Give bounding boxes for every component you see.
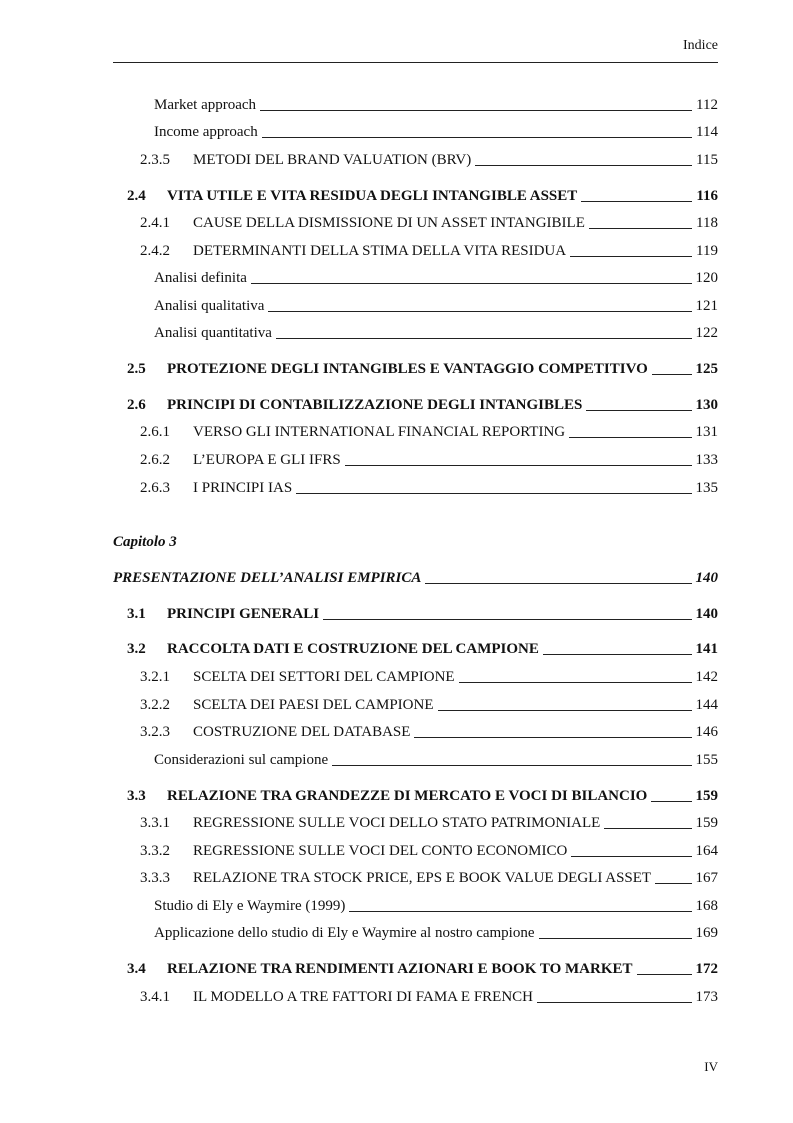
toc-entry-title: Analisi qualitativa (154, 298, 265, 314)
toc-entry-page: 120 (695, 270, 718, 286)
toc-leader-line (604, 828, 691, 829)
toc-entry-title: Income approach (154, 124, 258, 140)
toc-entry-page: 121 (695, 298, 718, 314)
toc-leader-line (581, 201, 692, 202)
toc-entry-number: 2.6.1 (140, 424, 170, 440)
toc-entry (127, 958, 718, 978)
toc-entry-title: VERSO GLI INTERNATIONAL FINANCIAL REPORTING (193, 424, 566, 440)
toc-entry-page: 130 (695, 397, 718, 413)
toc-entry-number: 3.4.1 (140, 989, 170, 1005)
toc-entry (154, 295, 718, 315)
toc-leader-line (260, 110, 692, 111)
toc-entry-number: 2.5 (127, 361, 146, 377)
toc-entry-number: 3.2.1 (140, 669, 170, 685)
toc-entry (140, 840, 718, 860)
toc-leader-line (296, 493, 691, 494)
toc-entry-page: 114 (696, 124, 718, 140)
toc-entry-title: COSTRUZIONE DEL DATABASE (193, 724, 411, 740)
toc-entry-page: 167 (695, 870, 718, 886)
toc-leader-line (349, 911, 691, 912)
toc-entry-page: 159 (695, 815, 718, 831)
toc-leader-line (637, 974, 692, 975)
toc-entry-page: 164 (695, 843, 718, 859)
toc-entry-title: DETERMINANTI DELLA STIMA DELLA VITA RESIDUA (193, 243, 567, 259)
toc-entry-number: 3.3.3 (140, 870, 170, 886)
toc-entry-page: 140 (695, 570, 718, 586)
toc-leader-line (414, 737, 691, 738)
toc-entry-title: REGRESSIONE SULLE VOCI DEL CONTO ECONOMICO (193, 843, 568, 859)
toc-entry-page: 141 (695, 641, 718, 657)
toc-entry-number: 2.6.2 (140, 452, 170, 468)
toc-leader-line (537, 1002, 691, 1003)
toc-entry-title: Studio di Ely e Waymire (1999) (154, 898, 346, 914)
toc-leader-line (586, 410, 691, 411)
toc-leader-line (652, 374, 692, 375)
toc-entry (127, 358, 718, 378)
toc-entry-page: 122 (695, 325, 718, 341)
toc-entry-page: 131 (695, 424, 718, 440)
toc-leader-line (539, 938, 692, 939)
toc-entry-title: I PRINCIPI IAS (193, 480, 293, 496)
toc-entry-title: RELAZIONE TRA STOCK PRICE, EPS E BOOK VALUE DEGLI ASSET (193, 870, 652, 886)
toc-entry-page: 169 (695, 925, 718, 941)
toc-entry-page: 112 (696, 97, 718, 113)
toc-entry-title: RELAZIONE TRA RENDIMENTI AZIONARI E BOOK TO MARKET (167, 961, 633, 977)
toc-entry-number: 3.3.1 (140, 815, 170, 831)
toc-entry-page: 159 (695, 788, 718, 804)
toc-entry-number: 2.3.5 (140, 152, 170, 168)
toc-entry (127, 785, 718, 805)
toc-entry-number: 2.4 (127, 188, 146, 204)
toc-entry (140, 986, 718, 1006)
toc-entry-number: 3.2.3 (140, 724, 170, 740)
running-header-title: Indice (683, 38, 718, 53)
toc-entry-title: SCELTA DEI SETTORI DEL CAMPIONE (193, 669, 455, 685)
toc-entry (127, 638, 718, 658)
toc-entry-title: REGRESSIONE SULLE VOCI DELLO STATO PATRIMONIALE (193, 815, 601, 831)
toc-entry-page: 115 (696, 152, 718, 168)
toc-leader-line (323, 619, 691, 620)
toc-entry-page: 133 (695, 452, 718, 468)
toc-leader-line (425, 583, 691, 584)
toc-entry (154, 749, 718, 769)
toc-entry-page: 118 (696, 215, 718, 231)
toc-entry-title: PRINCIPI DI CONTABILIZZAZIONE DEGLI INTANGIBLES (167, 397, 583, 413)
toc-leader-line (475, 165, 692, 166)
toc-leader-line (438, 710, 692, 711)
toc-entry-page: 172 (695, 961, 718, 977)
toc-entry-number: 2.4.2 (140, 243, 170, 259)
toc-entry-number: 3.2.2 (140, 697, 170, 713)
toc-leader-line (570, 256, 692, 257)
toc-entry (140, 666, 718, 686)
toc-entry-number: 3.1 (127, 606, 146, 622)
toc-entry-page: 173 (695, 989, 718, 1005)
toc-leader-line (268, 311, 691, 312)
toc-entry (140, 449, 718, 469)
toc-entry-number: 3.4 (127, 961, 146, 977)
toc-leader-line (332, 765, 691, 766)
toc-entry (127, 185, 718, 205)
toc-entry (140, 240, 718, 260)
toc-leader-line (571, 856, 691, 857)
toc-entry (140, 477, 718, 497)
toc-leader-line (543, 654, 692, 655)
toc-entry (113, 567, 718, 587)
toc-entry-page: 142 (695, 669, 718, 685)
toc-entry-title: METODI DEL BRAND VALUATION (BRV) (193, 152, 472, 168)
toc-entry-title: RELAZIONE TRA GRANDEZZE DI MERCATO E VOCI DI BILANCIO (167, 788, 648, 804)
toc-entry-page: 144 (695, 697, 718, 713)
toc-entry (140, 212, 718, 232)
toc-entry-page: 119 (696, 243, 718, 259)
toc-entry-page: 168 (695, 898, 718, 914)
toc-entry-number: 3.3 (127, 788, 146, 804)
toc-leader-line (459, 682, 692, 683)
toc-entry-page: 125 (695, 361, 718, 377)
toc-entry-page: 146 (695, 724, 718, 740)
toc-entry-page: 135 (695, 480, 718, 496)
toc-entry-page: 155 (695, 752, 718, 768)
toc-entry-page: 140 (695, 606, 718, 622)
toc-entry-title: RACCOLTA DATI E COSTRUZIONE DEL CAMPIONE (167, 641, 539, 657)
toc-entry-title: SCELTA DEI PAESI DEL CAMPIONE (193, 697, 434, 713)
toc-entry (127, 394, 718, 414)
toc-leader-line (276, 338, 692, 339)
toc-entry-title: CAUSE DELLA DISMISSIONE DI UN ASSET INTANGIBILE (193, 215, 585, 231)
toc-entry (140, 721, 718, 741)
toc-entry-number: 3.3.2 (140, 843, 170, 859)
toc-entry-title: PRESENTAZIONE DELL’ANALISI EMPIRICA (113, 570, 422, 586)
toc-leader-line (589, 228, 692, 229)
toc-entry (154, 267, 718, 287)
chapter-label: Capitolo 3 (113, 534, 177, 550)
toc-entry-title: L’EUROPA E GLI IFRS (193, 452, 341, 468)
toc-entry (140, 812, 718, 832)
toc-leader-line (345, 465, 692, 466)
toc-entry (154, 94, 718, 114)
page-number: IV (704, 1059, 718, 1074)
toc-entry (154, 922, 718, 942)
toc-leader-line (651, 801, 691, 802)
toc-entry-number: 2.6.3 (140, 480, 170, 496)
toc-entry-title: Considerazioni sul campione (154, 752, 329, 768)
toc-entry-title: Analisi definita (154, 270, 247, 286)
toc-entry (127, 603, 718, 623)
toc-entry-number: 3.2 (127, 641, 146, 657)
toc-entry (140, 421, 718, 441)
toc-entry (154, 322, 718, 342)
toc-entry-title: Applicazione dello studio di Ely e Waymire al nostro campione (154, 925, 535, 941)
toc-entry (154, 121, 718, 141)
toc-entry-title: PROTEZIONE DEGLI INTANGIBLES E VANTAGGIO COMPETITIVO (167, 361, 648, 377)
toc-entry-page: 116 (696, 188, 718, 204)
toc-entry (154, 895, 718, 915)
toc-entry (140, 867, 718, 887)
toc-leader-line (569, 437, 691, 438)
toc-entry-number: 2.6 (127, 397, 146, 413)
toc-entry-title: Market approach (154, 97, 257, 113)
toc-entry-title: Analisi quantitativa (154, 325, 272, 341)
toc-entry-title: VITA UTILE E VITA RESIDUA DEGLI INTANGIBLE ASSET (167, 188, 578, 204)
toc-leader-line (655, 883, 691, 884)
toc-entry-title: PRINCIPI GENERALI (167, 606, 320, 622)
toc-leader-line (262, 137, 692, 138)
toc-entry-title: IL MODELLO A TRE FATTORI DI FAMA E FRENCH (193, 989, 534, 1005)
toc-entry (140, 149, 718, 169)
toc-entry (140, 694, 718, 714)
toc-entry-number: 2.4.1 (140, 215, 170, 231)
toc-leader-line (251, 283, 692, 284)
